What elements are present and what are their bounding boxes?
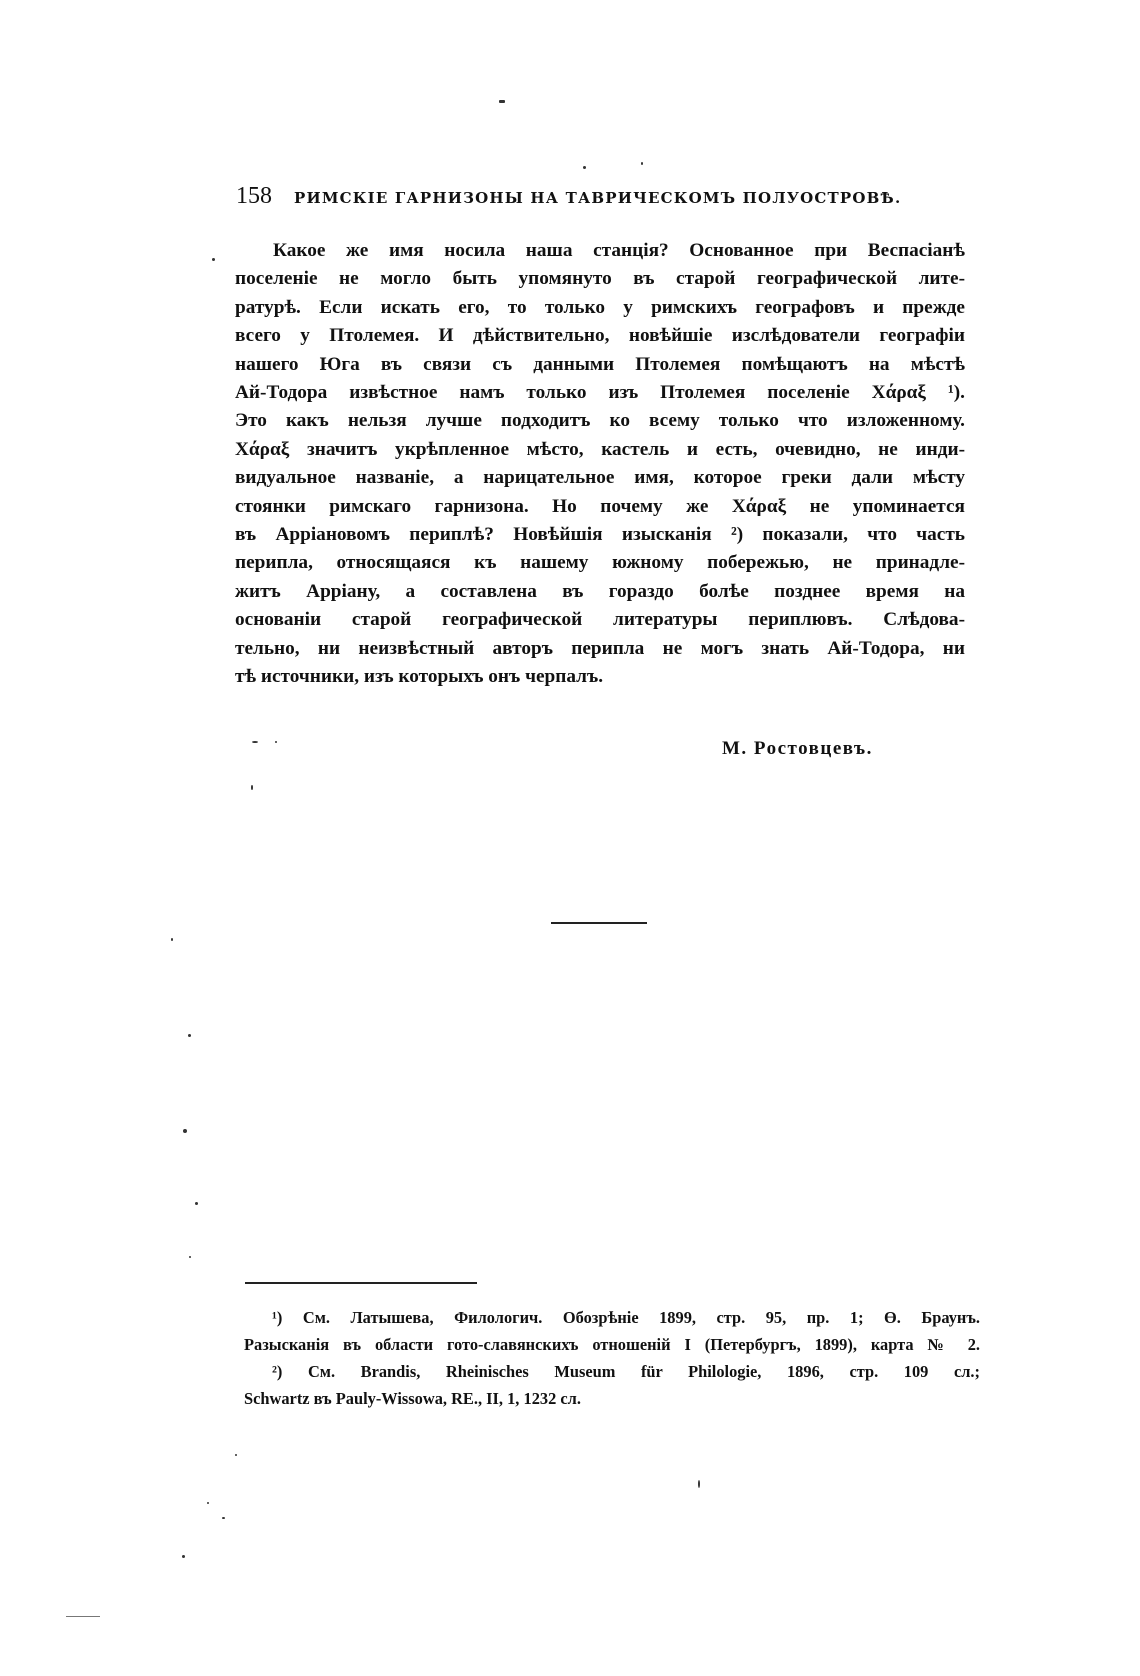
body-line: житъ Арріану, а составлена въ гораздо болѣе позднее время на bbox=[235, 580, 965, 602]
scan-speck bbox=[698, 1480, 700, 1488]
body-line: ратурѣ. Если искать его, то только у римскихъ географовъ и прежде bbox=[235, 296, 965, 318]
body-line: Это какъ нельзя лучше подходитъ ко всему только что изложенному. bbox=[235, 410, 965, 432]
body-line: всего у Птолемея. И дѣйствительно, новѣйшіе изслѣдователи географіи bbox=[235, 325, 965, 347]
footnote-line: Разысканія въ области гото-славянскихъ отношеній I (Петербургъ, 1899), карта № 2. bbox=[244, 1335, 980, 1354]
footnotes bbox=[244, 1304, 980, 1412]
body-line: поселеніе не могло быть упомянуто въ старой географической лите- bbox=[235, 268, 965, 290]
body-line: перипла, относящаяся къ нашему южному побережью, не принадле- bbox=[235, 552, 965, 574]
body-line: тѣ источники, изъ которыхъ онъ черпалъ. bbox=[235, 666, 604, 688]
body-line: Ай-Тодора извѣстное намъ только изъ Птолемея поселеніе Χάραξ ¹). bbox=[235, 382, 965, 404]
scan-speck bbox=[189, 1256, 191, 1258]
scan-speck bbox=[252, 741, 258, 743]
footnote-line: ¹) См. Латышева, Филологич. Обозрѣніе 1899, стр. 95, пр. 1; Ө. Браунъ. bbox=[272, 1308, 980, 1327]
scan-speck bbox=[207, 1502, 209, 1504]
scan-speck bbox=[182, 1555, 185, 1558]
body-line: тельно, ни неизвѣстный авторъ перипла не могъ знать Ай-Тодора, ни bbox=[235, 637, 965, 659]
scan-speck bbox=[66, 1616, 100, 1617]
scan-speck bbox=[641, 162, 643, 165]
scan-speck bbox=[171, 938, 173, 941]
scan-speck bbox=[275, 741, 277, 743]
running-title: РИМСКІЕ ГАРНИЗОНЫ НА ТАВРИЧЕСКОМЪ ПОЛУОСТРОВѢ. bbox=[294, 189, 902, 207]
scan-speck bbox=[195, 1202, 198, 1205]
scan-speck bbox=[235, 1454, 237, 1456]
section-separator bbox=[551, 922, 647, 924]
author-signature: М. Ростовцевъ. bbox=[722, 738, 873, 759]
scan-speck bbox=[583, 166, 586, 169]
scan-speck bbox=[222, 1517, 225, 1519]
body-paragraph bbox=[235, 237, 965, 692]
page-header bbox=[236, 183, 936, 213]
scan-speck bbox=[188, 1034, 191, 1037]
body-line: въ Арріановомъ периплѣ? Новѣйшія изысканія ²) показали, что часть bbox=[235, 524, 965, 546]
body-line: стоянки римскаго гарнизона. Но почему же Χάραξ не упоминается bbox=[235, 495, 965, 517]
footnote-rule bbox=[245, 1282, 477, 1284]
scan-speck bbox=[251, 785, 253, 790]
scan-speck bbox=[499, 100, 505, 103]
body-line: Χάραξ значитъ укрѣпленное мѣсто, кастель и есть, очевидно, не инди- bbox=[235, 438, 965, 460]
body-line: видуальное названіе, а нарицательное имя, которое греки дали мѣсту bbox=[235, 467, 965, 489]
body-line: Какое же имя носила наша станція? Основанное при Веспасіанѣ bbox=[273, 240, 965, 261]
body-line: основаніи старой географической литературы периплювъ. Слѣдова- bbox=[235, 609, 965, 631]
scan-speck bbox=[183, 1129, 187, 1133]
footnote-line: Schwartz въ Pauly-Wissowa, RE., II, 1, 1232 сл. bbox=[244, 1389, 581, 1408]
page-number: 158 bbox=[236, 183, 272, 209]
body-line: нашего Юга въ связи съ данными Птолемея помѣщаютъ на мѣстѣ bbox=[235, 353, 965, 375]
scan-speck bbox=[212, 258, 215, 261]
footnote-line: ²) См. Brandis, Rheinisches Museum für Philologie, 1896, стр. 109 сл.; bbox=[272, 1362, 980, 1381]
